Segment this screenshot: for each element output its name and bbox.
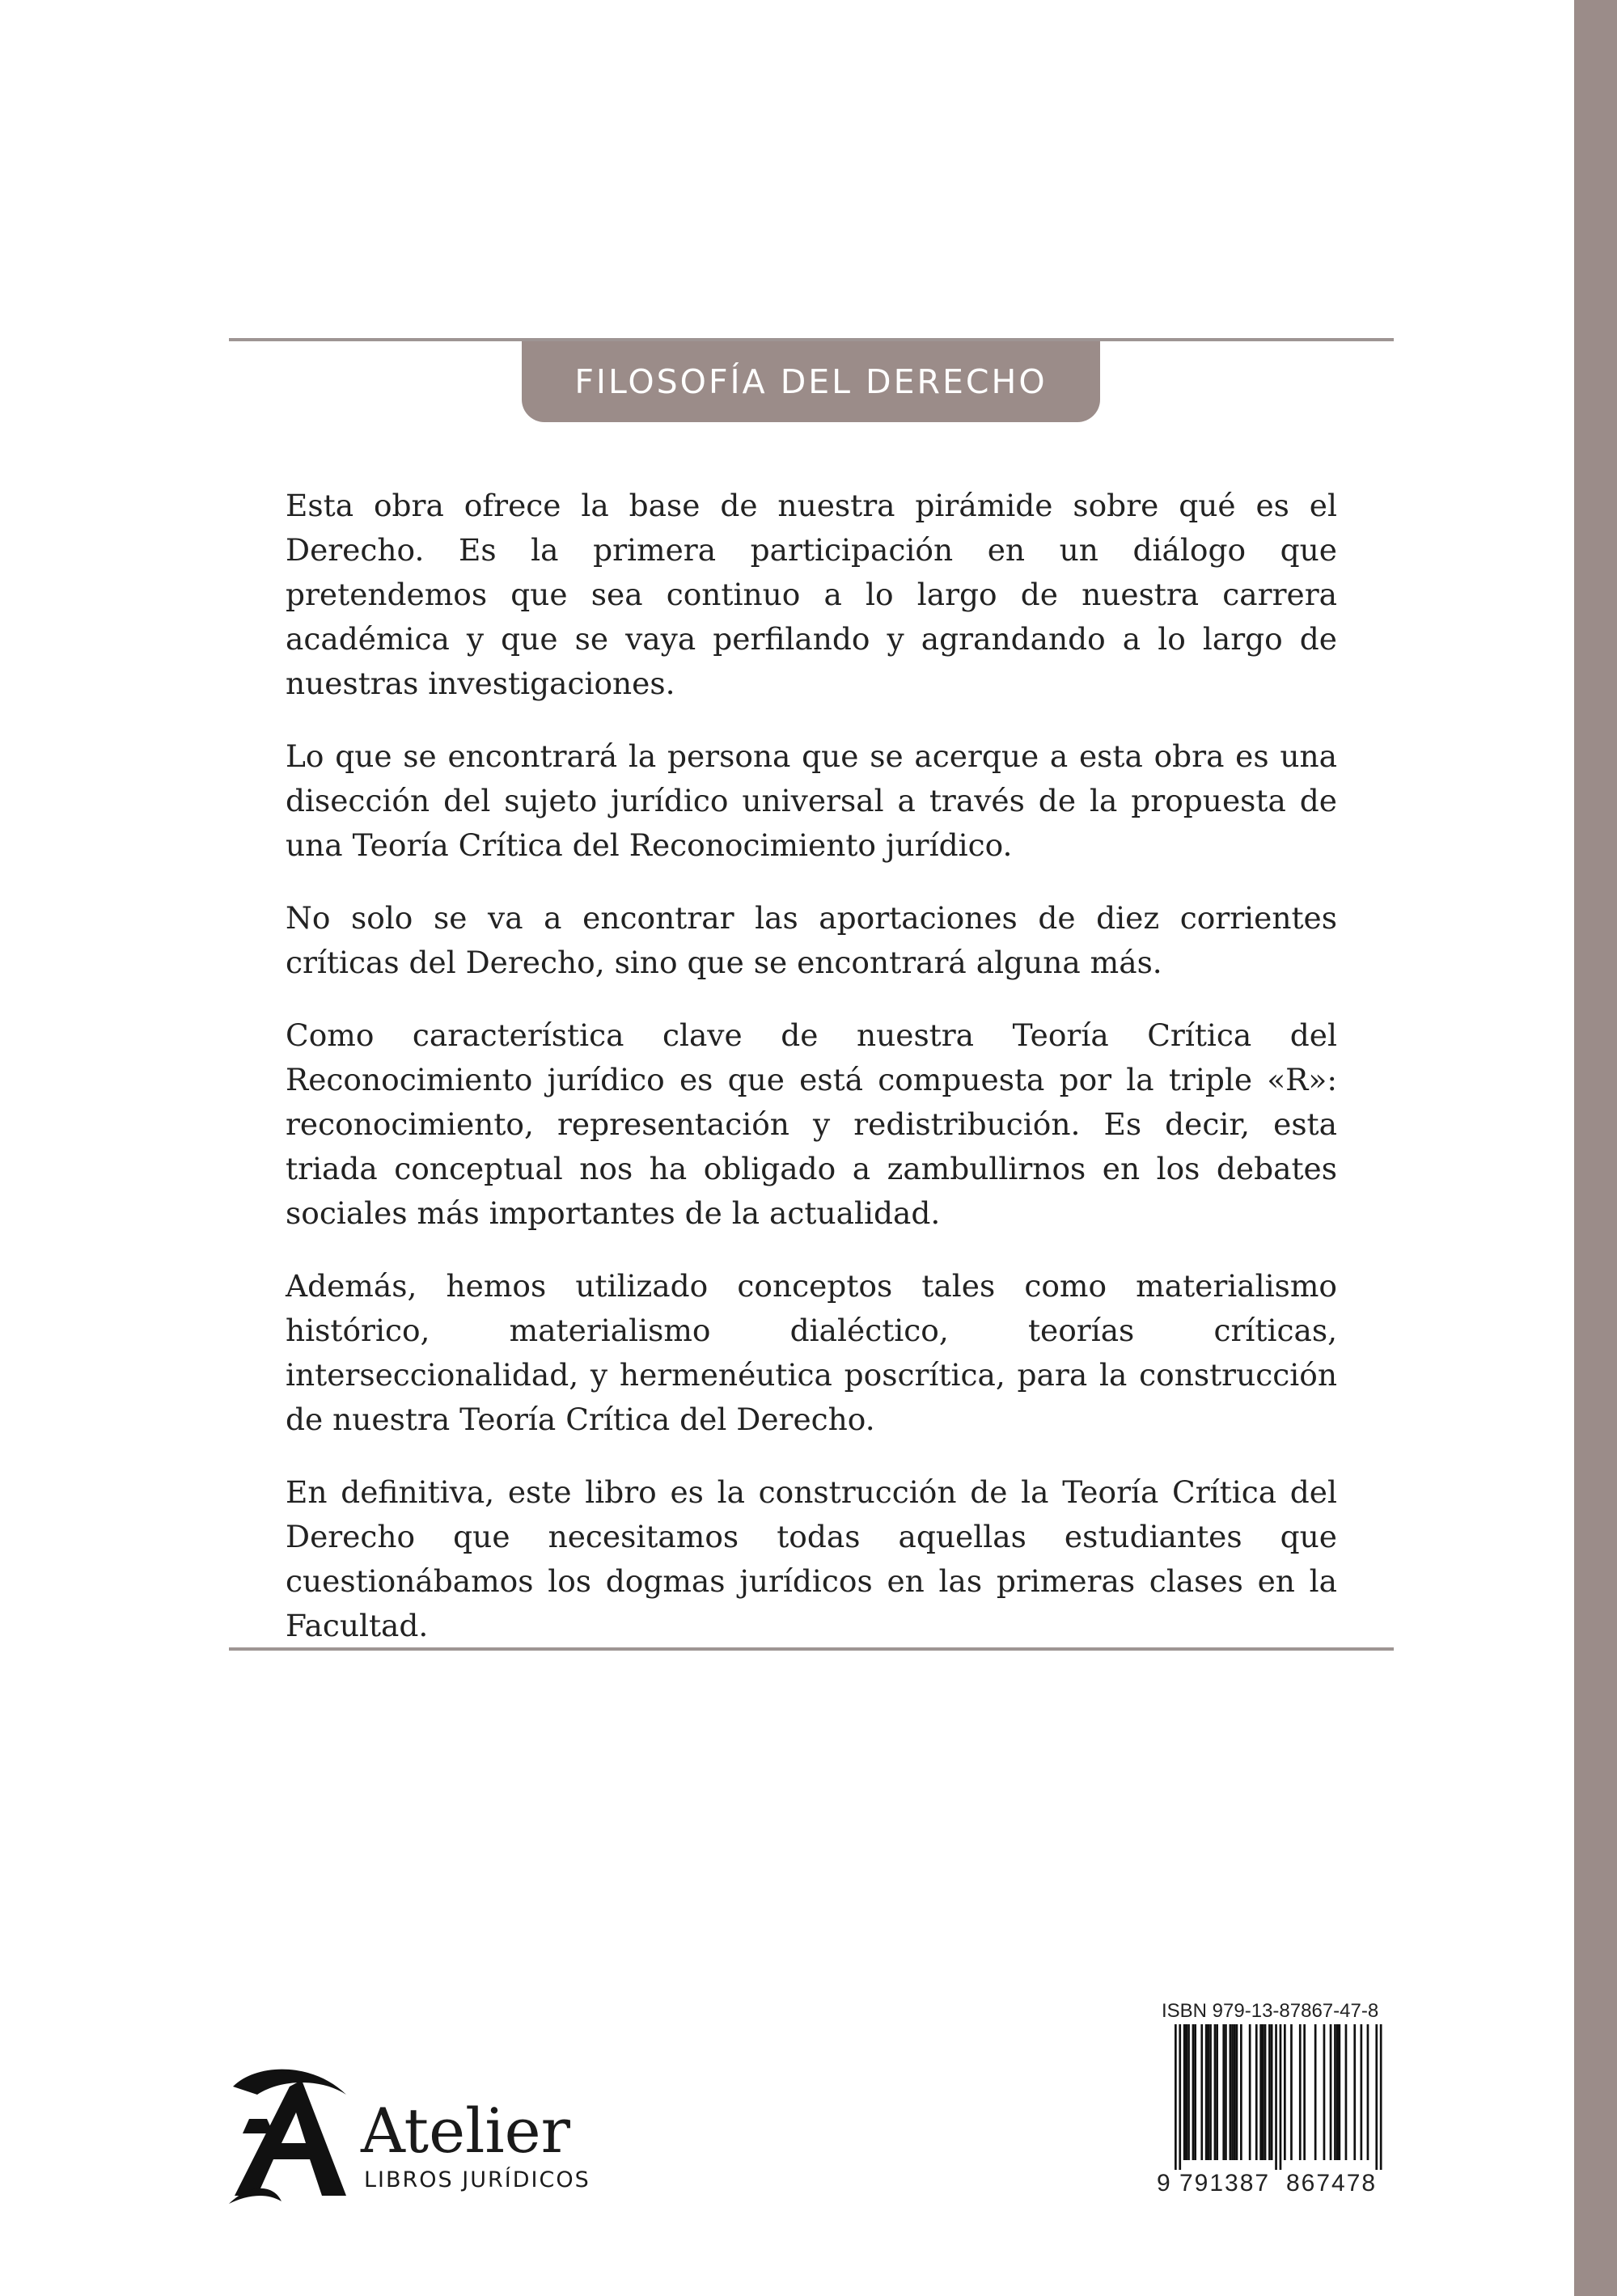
description-paragraph: En definitiva, este libro es la construcción de la Teoría Crítica del Derecho que necesitamos todas aquellas estudiantes que cuestionábamos los dogmas jurídicos en las primeras clases en la Facultad. (286, 1474, 1337, 1643)
back-cover-description (286, 484, 1337, 1677)
barcode-bar (1205, 2024, 1208, 2160)
barcode-bar (1230, 2024, 1232, 2160)
barcode-bar (1314, 2024, 1317, 2160)
description-paragraph: Lo que se encontrará la persona que se acerque a esta obra es una disección del sujeto jurídico universal a través de la propuesta de una Teoría Crítica del Reconocimiento jurídico. (286, 738, 1337, 863)
publisher-name: Atelier (361, 2095, 570, 2167)
barcode-bar (1375, 2024, 1378, 2170)
description-paragraph: Como característica clave de nuestra Teoría Crítica del Reconocimiento jurídico es que está compuesta por la triple «R»: reconocimiento, representación y redistribución. Es decir, esta triada conceptual nos ha obligado a zambullirnos en los debates sociales más importantes de la actualidad. (286, 1017, 1337, 1231)
barcode-bar (1183, 2024, 1186, 2160)
publisher-tagline: LIBROS JURÍDICOS (364, 2167, 591, 2192)
ean-right-digits: 867478 (1286, 2170, 1378, 2197)
barcode-bar (1214, 2024, 1217, 2160)
barcode-bar (1271, 2024, 1273, 2160)
barcode-bar (1323, 2024, 1326, 2160)
barcode-bar (1262, 2024, 1264, 2160)
barcode-bar (1216, 2024, 1218, 2160)
barcode-bar (1353, 2024, 1356, 2160)
section-label: FILOSOFÍA DEL DERECHO (574, 362, 1048, 401)
description-paragraph: Esta obra ofrece la base de nuestra pirámide sobre qué es el Derecho. Es la primera participación en un diálogo que pretendemos que sea continuo a lo largo de nuestra carrera académica y que se vaya perfilando y agrandando a lo largo de nuestras investigaciones. (286, 488, 1337, 701)
barcode-bar (1361, 2024, 1363, 2160)
barcode-bar (1268, 2024, 1271, 2160)
barcode-bar (1259, 2024, 1262, 2160)
publisher-logo (225, 2062, 591, 2208)
bottom-divider (229, 1647, 1394, 1651)
barcode-bar (1255, 2024, 1258, 2160)
barcode-bar (1345, 2024, 1348, 2160)
barcode-bars (1157, 2024, 1395, 2170)
ean-first-digit: 9 (1157, 2170, 1170, 2197)
barcode-bar (1187, 2024, 1190, 2160)
isbn-label: ISBN 979-13-87867-47-8 (1162, 2000, 1379, 2022)
barcode-bar (1225, 2024, 1227, 2160)
barcode-bar (1264, 2024, 1267, 2160)
barcode-bar (1339, 2024, 1341, 2160)
barcode-bar (1236, 2024, 1238, 2160)
barcode-bar (1222, 2024, 1225, 2160)
description-paragraph: No solo se va a encontrar las aportaciones de diez corrientes críticas del Derecho, sino que se encontrará alguna más. (286, 900, 1337, 980)
barcode-bar (1367, 2024, 1369, 2160)
barcode-bar (1208, 2024, 1210, 2160)
barcode-bar (1249, 2024, 1251, 2160)
barcode-bar (1290, 2024, 1293, 2160)
barcode-bar (1330, 2024, 1332, 2160)
barcode-bar (1284, 2024, 1286, 2160)
barcode-bar (1186, 2024, 1188, 2160)
barcode-bar (1200, 2024, 1203, 2160)
book-spine-edge (1574, 0, 1617, 2296)
atelier-a-logo-icon (225, 2062, 354, 2208)
barcode-bar (1192, 2024, 1195, 2160)
description-paragraph: Además, hemos utilizado conceptos tales como materialismo histórico, materialismo dialéctico, teorías críticas, interseccionalidad, y hermenéutica poscrítica, para la construcción de nuestra Teoría Crítica del Derecho. (286, 1268, 1337, 1437)
barcode-bar (1380, 2024, 1382, 2170)
barcode-bar (1299, 2024, 1302, 2160)
ean-left-digits: 791387 (1179, 2170, 1271, 2197)
isbn-barcode (1157, 2000, 1395, 2202)
barcode-bar (1336, 2024, 1339, 2160)
barcode-bar (1334, 2024, 1336, 2160)
barcode-bar (1240, 2024, 1242, 2160)
barcode-bar (1175, 2024, 1177, 2170)
barcode-bar (1280, 2024, 1282, 2170)
barcode-bar (1179, 2024, 1181, 2170)
barcode-bar (1231, 2024, 1234, 2160)
barcode-bar (1303, 2024, 1306, 2160)
barcode-bar (1275, 2024, 1277, 2170)
barcode-bar (1194, 2024, 1196, 2160)
section-tab (522, 341, 1100, 422)
barcode-bar (1209, 2024, 1212, 2160)
barcode-bar (1234, 2024, 1236, 2160)
